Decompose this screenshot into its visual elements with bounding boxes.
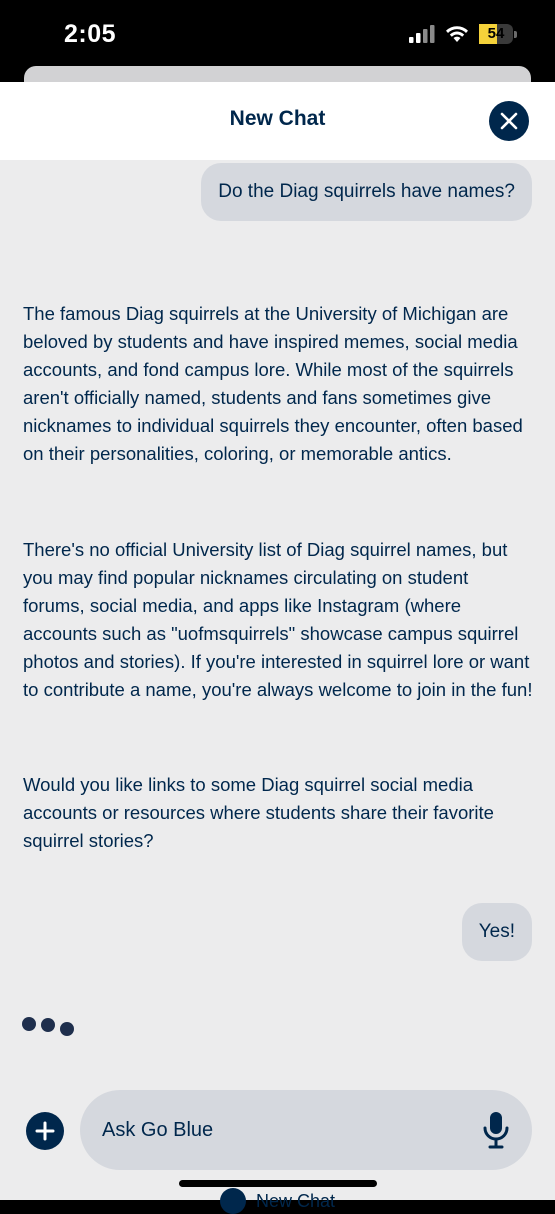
wifi-icon: [445, 25, 469, 43]
user-message: Do the Diag squirrels have names?: [201, 163, 532, 221]
user-message: Yes!: [462, 903, 532, 961]
add-attachment-button[interactable]: [26, 1112, 64, 1150]
battery-indicator: [479, 24, 517, 44]
close-icon: [500, 112, 518, 130]
typing-dot: [41, 1018, 55, 1032]
chat-sheet: [0, 82, 555, 1211]
microphone-icon: [482, 1111, 510, 1149]
status-time: 2:05: [64, 20, 117, 48]
page-title: New Chat: [229, 107, 326, 130]
cellular-signal-icon: [409, 25, 435, 43]
chat-tab-icon: [220, 1188, 246, 1214]
battery-icon: [479, 24, 513, 44]
status-icons: [409, 24, 517, 44]
plus-icon: [35, 1121, 55, 1141]
message-input-placeholder: Ask Go Blue: [102, 1119, 214, 1141]
close-button[interactable]: [489, 101, 529, 141]
home-indicator[interactable]: [179, 1180, 377, 1187]
microphone-button[interactable]: [478, 1108, 514, 1152]
typing-dot: [22, 1017, 36, 1031]
chat-header: [0, 82, 555, 160]
assistant-message: The famous Diag squirrels at the University of Michigan are beloved by students and have inspired memes, social media accounts, and fond campus lore. While most of the squirrels aren't officially named, students and fans sometimes give nicknames to individual squirrels they encounter, often based on their personalities, coloring, or memorable antics.: [23, 303, 523, 464]
typing-dot: [60, 1022, 74, 1036]
assistant-message: Would you like links to some Diag squirrel social media accounts or resources where students share their favorite squirrel stories?: [23, 774, 494, 851]
bottom-tab-peek: [220, 1188, 335, 1214]
assistant-message: There's no official University list of Diag squirrel names, but you may find popular nicknames circulating on student forums, social media, and apps like Instagram (where accounts such as "uofmsquirrels" showcase campus squirrel photos and stories). If you're interested in squirrel lore or want to contribute a name, you're always welcome to join in the fun!: [23, 539, 533, 700]
battery-level: 54: [487, 25, 505, 42]
message-input[interactable]: [80, 1090, 532, 1170]
status-bar: [0, 0, 555, 75]
chat-tab-label: New Chat: [256, 1191, 336, 1211]
battery-tip: [514, 31, 517, 38]
typing-indicator: [22, 1017, 74, 1036]
